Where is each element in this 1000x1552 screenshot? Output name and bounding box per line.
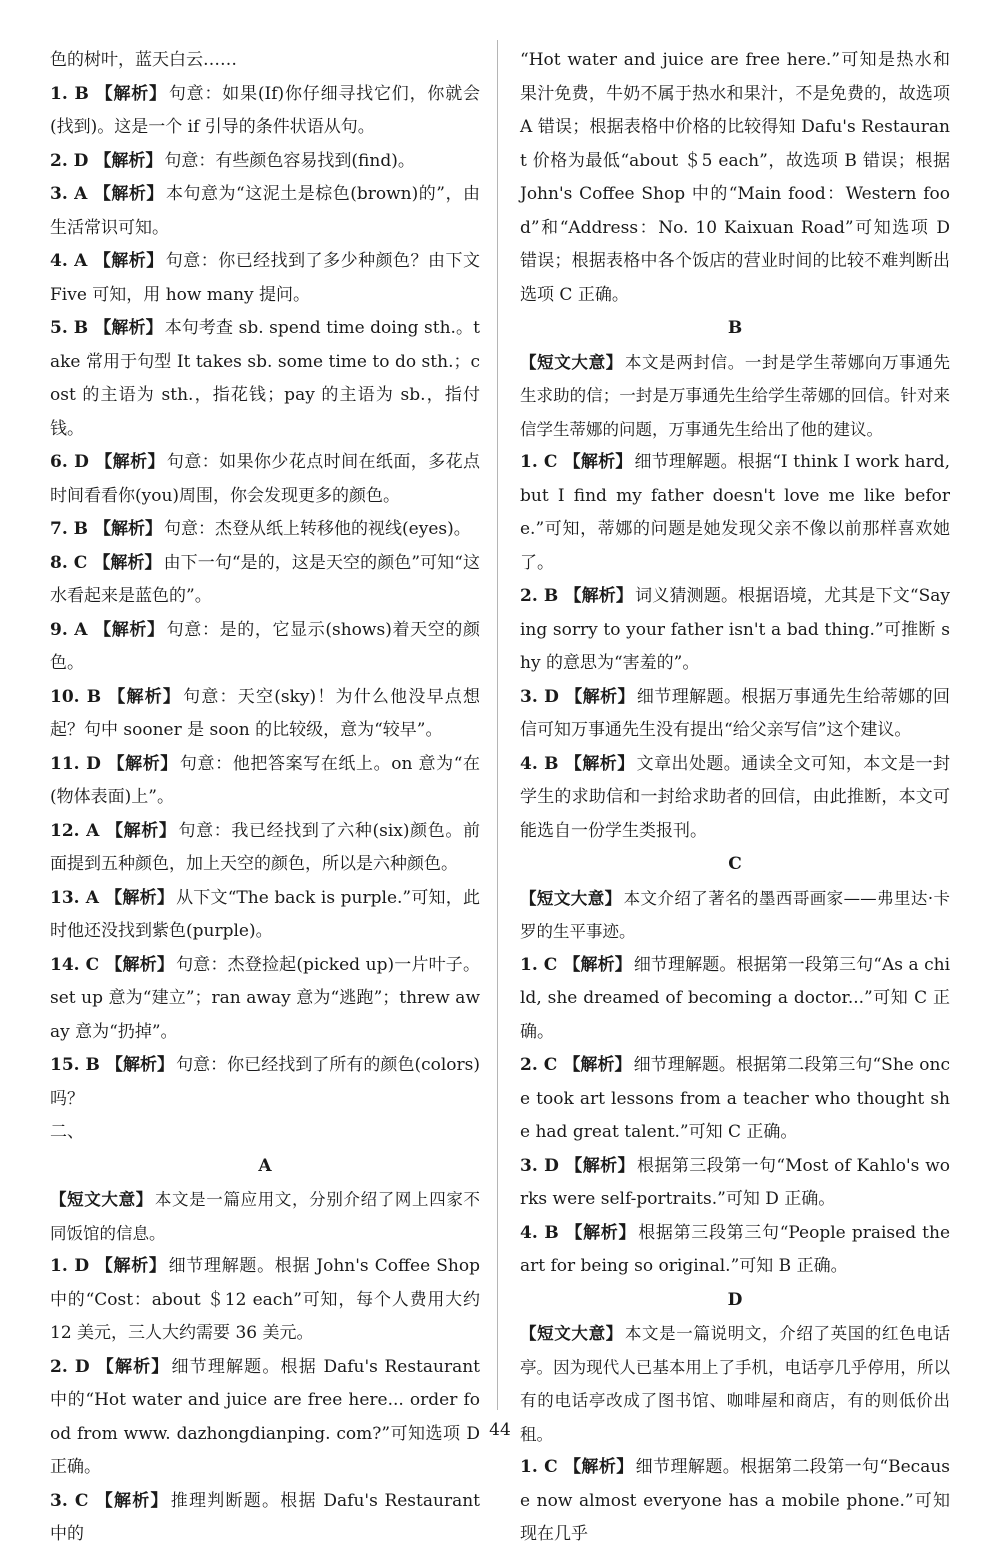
analysis-text: 句意：有些颜色容易找到(find)。 — [164, 150, 415, 171]
analysis-tag: 【解析】 — [107, 686, 182, 707]
analysis-text: 本句意为“这泥土是棕色(brown)的”，由生活常识可知。 — [50, 184, 481, 238]
analysis-text: 句意：你已经找到了所有的颜色(colors)吗？ — [50, 1055, 481, 1109]
summary-text: 本文是一篇说明文，介绍了英国的红色电话亭。因为现代人已基本用上了手机，电话亭几乎停用，所以有的电话亭改成了图书馆、咖啡屋和商店，有的则低价出租。 — [520, 1324, 951, 1444]
analysis-tag: 【解析】 — [105, 1055, 175, 1075]
passage-summary — [520, 346, 950, 447]
analysis-tag: 【解析】 — [563, 954, 632, 975]
answer-item — [50, 1049, 480, 1116]
analysis-tag: 【解析】 — [94, 519, 163, 539]
answer-item — [50, 882, 480, 949]
analysis-text: 词义猜测题。根据语境，尤其是下文“Saying sorry to your father isn't a bad thing.”可推断 shy 的意思为“害羞的”。 — [520, 586, 951, 673]
answer-number: 8. C — [50, 552, 88, 573]
answer-number: 2. D — [50, 1356, 90, 1377]
answer-number: 11. D — [50, 753, 101, 774]
summary-tag: 【短文大意】 — [520, 1324, 623, 1343]
answer-item — [520, 1049, 950, 1150]
answer-item — [50, 748, 480, 815]
analysis-tag: 【解析】 — [106, 753, 178, 774]
analysis-text: 句意：如果你少花点时间在纸面，多花点时间看看你(you)周围，你会发现更多的颜色。 — [50, 452, 481, 506]
analysis-tag: 【解析】 — [564, 586, 634, 606]
analysis-text: 句意：我已经找到了六种(six)颜色。前面提到五种颜色，加上天空的颜色，所以是六种颜色。 — [50, 820, 481, 874]
answer-number: 2. D — [50, 150, 89, 171]
analysis-text: 句意：你已经找到了多少种颜色？由下文 Five 可知，用 how many 提问。 — [50, 251, 480, 305]
column-divider — [497, 40, 498, 1410]
answer-item — [520, 580, 950, 681]
analysis-text: 句意：杰登从纸上转移他的视线(eyes)。 — [164, 519, 471, 539]
answer-item — [520, 748, 950, 849]
answer-number: 7. B — [50, 519, 89, 539]
answer-number: 9. A — [50, 619, 88, 640]
answer-item — [50, 1485, 480, 1552]
answer-item — [50, 1351, 480, 1485]
analysis-tag: 【解析】 — [93, 619, 165, 640]
answer-number: 10. B — [50, 686, 102, 707]
answer-item — [50, 949, 480, 1050]
passage-summary — [50, 1183, 480, 1250]
analysis-tag: 【解析】 — [93, 552, 162, 573]
analysis-text: 本句考查 sb. spend time doing sth.。take 常用于句型 It takes sb. some time to do sth.；cost 的主语为 sth.，指花钱；pay 的主语为 sb.，指付钱。 — [50, 318, 480, 439]
answer-number: 3. D — [520, 686, 559, 707]
answer-item — [50, 145, 480, 179]
answer-item — [50, 547, 480, 614]
answer-item — [520, 1451, 950, 1552]
answer-number: 1. C — [520, 1457, 558, 1477]
section-label: 二、 — [50, 1122, 84, 1142]
analysis-text: 句意：是的，它显示(shows)着天空的颜色。 — [50, 619, 481, 673]
analysis-tag: 【解析】 — [95, 1356, 170, 1377]
answer-item — [50, 178, 480, 245]
passage-heading: B — [727, 318, 743, 338]
analysis-text: 细节理解题。根据“I think I work hard, but I find my father doesn't love me like before.”可知，蒂娜的问题是她发现父亲不像以前那样喜欢她了。 — [520, 452, 950, 573]
answer-item — [50, 815, 480, 882]
analysis-tag: 【解析】 — [93, 184, 164, 204]
answer-item — [520, 949, 950, 1050]
answer-item — [50, 78, 480, 145]
passage-summary — [520, 882, 950, 949]
answer-number: 3. C — [50, 1490, 89, 1511]
analysis-tag: 【解析】 — [104, 887, 175, 908]
answer-number: 2. B — [520, 586, 559, 606]
analysis-tag: 【解析】 — [564, 753, 635, 774]
analysis-text: 根据第三段第一句“Most of Kahlo's works were self-portraits.”可知 D 正确。 — [520, 1155, 950, 1209]
summary-tag: 【短文大意】 — [520, 888, 622, 908]
answer-number: 15. B — [50, 1055, 100, 1075]
analysis-tag: 【解析】 — [564, 1155, 635, 1176]
answer-item — [520, 681, 950, 748]
analysis-text: 句意：他把答案写在纸上。on 意为“在(物体表面)上”。 — [50, 753, 480, 807]
answer-number: 4. B — [520, 1222, 559, 1243]
summary-text: 本文是两封信。一封是学生蒂娜向万事通先生求助的信；一封是万事通先生给学生蒂娜的回信。针对来信学生蒂娜的问题，万事通先生给出了他的建议。 — [520, 352, 951, 439]
analysis-tag: 【解析】 — [93, 251, 164, 271]
answer-number: 1. C — [520, 954, 558, 975]
analysis-tag: 【解析】 — [94, 318, 163, 338]
answer-item — [50, 513, 480, 547]
page-number: 44 — [489, 1420, 511, 1440]
analysis-text: 文章出处题。通读全文可知，本文是一封学生的求助信和一封给求助者的回信，由此推断，本文可能选自一份学生类报刊。 — [520, 753, 950, 841]
left-column — [50, 44, 480, 1552]
answer-number: 4. B — [520, 753, 559, 774]
paragraph: 色的树叶，蓝天白云…… — [50, 50, 237, 70]
analysis-text: 细节理解题。根据 Dafu's Restaurant 中的“Hot water and juice are free here... order food from www. dazhongdianping. com?”可知选项 D 正确。 — [50, 1356, 480, 1477]
analysis-text: 由下一句“是的，这是天空的颜色”可知“这水看起来是蓝色的”。 — [50, 552, 480, 606]
analysis-text: 推理判断题。根据 Dafu's Restaurant 中的 — [50, 1490, 480, 1544]
analysis-text: 句意：如果(If)你仔细寻找它们，你就会(找到)。这是一个 if 引导的条件状语从句。 — [50, 83, 480, 137]
summary-text: 本文介绍了著名的墨西哥画家——弗里达·卡罗的生平事迹。 — [520, 888, 950, 941]
analysis-tag: 【解析】 — [564, 1222, 637, 1243]
analysis-text: 细节理解题。根据第二段第一句“Because now almost everyone has a mobile phone.”可知现在几乎 — [520, 1457, 950, 1544]
right-column — [520, 44, 950, 1552]
analysis-tag: 【解析】 — [563, 1457, 634, 1477]
analysis-text: 细节理解题。根据第一段第三句“As a child, she dreamed of becoming a doctor...”可知 C 正确。 — [520, 954, 951, 1042]
answer-number: 2. C — [520, 1055, 558, 1075]
analysis-tag: 【解析】 — [94, 150, 163, 171]
answer-number: 12. A — [50, 820, 100, 841]
answer-number: 1. B — [50, 83, 89, 104]
answer-item — [50, 614, 480, 681]
analysis-tag: 【解析】 — [105, 820, 177, 841]
passage-heading: A — [258, 1155, 272, 1176]
analysis-tag: 【解析】 — [563, 1055, 632, 1075]
analysis-text: 从下文“The back is purple.”可知，此时他还没找到紫色(purple)。 — [50, 887, 481, 941]
answer-number: 4. A — [50, 251, 88, 271]
analysis-text: 细节理解题。根据第二段第三句“She once took art lessons from a teacher who thought she had great talent.”可知 C 正确。 — [520, 1055, 950, 1142]
analysis-text: 细节理解题。根据万事通先生给蒂娜的回信可知万事通先生没有提出“给父亲写信”这个建议。 — [520, 686, 951, 740]
analysis-tag: 【解析】 — [94, 452, 165, 472]
analysis-tag: 【解析】 — [94, 83, 167, 104]
analysis-text: 根据第三段第三句“People praised the art for being so original.”可知 B 正确。 — [520, 1222, 951, 1276]
answer-item — [50, 681, 480, 748]
analysis-text: 句意：杰登捡起(picked up)一片叶子。set up 意为“建立”；ran away 意为“逃跑”；threw away 意为“扔掉”。 — [50, 954, 480, 1042]
analysis-tag: 【解析】 — [564, 686, 635, 707]
paragraph: “Hot water and juice are free here.”可知是热水和果汁免费，牛奶不属于热水和果汁，不是免费的，故选项 A 错误；根据表格中价格的比较得知 Dafu's Restaurant 价格为最低“about ＄5 each”，故选项 B 错误；根据 John's Coffee Shop 中的“Main food：Western food”和“Address：No. 10 Kaixuan Road”可知选项 D 错误；根据表格中各个饭店的营业时间的比较不难判断出选项 C 正确。 — [520, 50, 950, 305]
passage-heading: D — [727, 1289, 743, 1310]
summary-tag: 【短文大意】 — [50, 1190, 153, 1209]
analysis-tag: 【解析】 — [95, 1256, 167, 1276]
answer-item — [520, 446, 950, 580]
answer-number: 3. A — [50, 184, 88, 204]
answer-number: 13. A — [50, 887, 99, 908]
analysis-text: 细节理解题。根据 John's Coffee Shop 中的“Cost：about ＄12 each”可知，每个人费用大约 12 美元，三人大约需要 36 美元。 — [50, 1256, 480, 1343]
passage-heading: C — [728, 854, 742, 874]
answer-item — [50, 245, 480, 312]
analysis-tag: 【解析】 — [94, 1490, 169, 1511]
summary-text: 本文是一篇应用文，分别介绍了网上四家不同饭馆的信息。 — [50, 1190, 481, 1243]
answer-number: 14. C — [50, 954, 100, 975]
answer-item — [50, 312, 480, 446]
answer-item — [520, 1217, 950, 1284]
answer-item — [50, 446, 480, 513]
summary-tag: 【短文大意】 — [520, 352, 623, 372]
analysis-tag: 【解析】 — [105, 954, 175, 975]
answer-number: 5. B — [50, 318, 89, 338]
answer-number: 1. C — [520, 452, 558, 472]
answer-item — [520, 1150, 950, 1217]
answer-number: 3. D — [520, 1155, 559, 1176]
analysis-text: 句意：天空(sky)！为什么他没早点想起？句中 sooner 是 soon 的比较级，意为“较早”。 — [50, 686, 480, 740]
answer-number: 1. D — [50, 1256, 90, 1276]
analysis-tag: 【解析】 — [563, 452, 633, 472]
answer-number: 6. D — [50, 452, 89, 472]
answer-item — [50, 1250, 480, 1351]
